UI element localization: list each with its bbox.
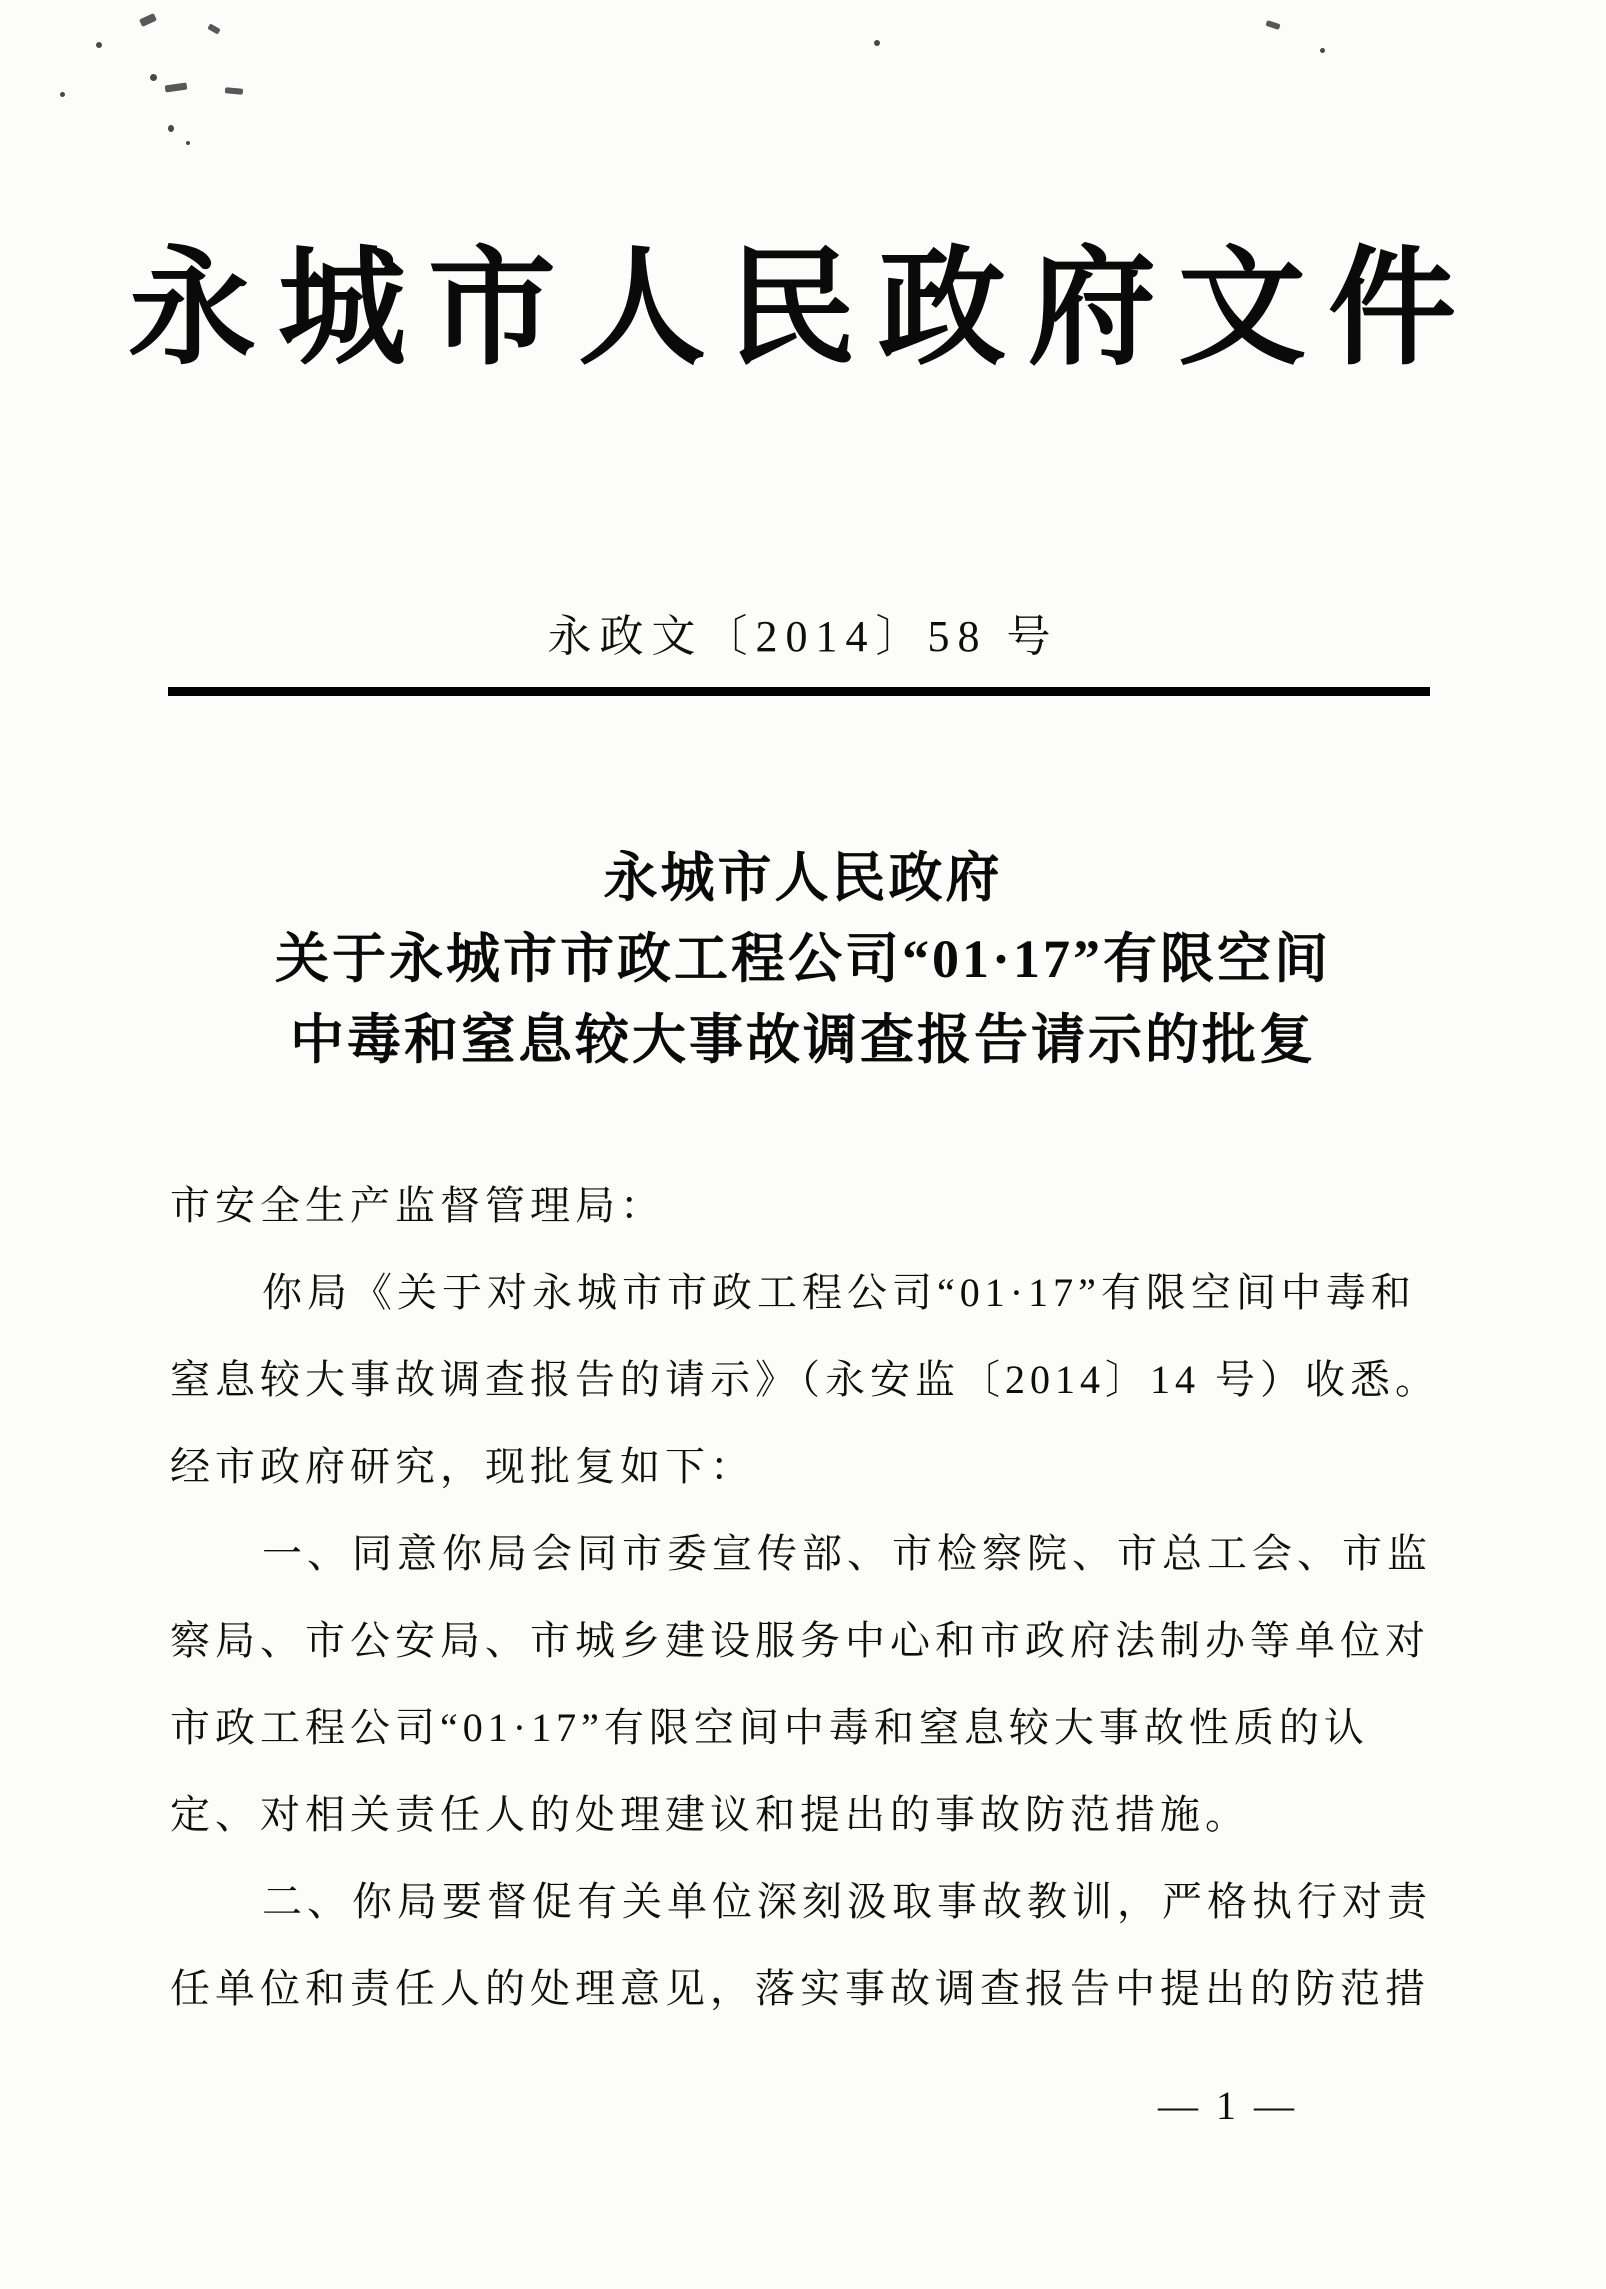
scan-noise-speck	[60, 92, 65, 97]
body-line: 市政工程公司“01·17”有限空间中毒和窒息较大事故性质的认	[170, 1705, 1369, 1750]
document-masthead-title: 永城市人民政府文件	[127, 238, 1478, 380]
document-title-line: 关于永城市市政工程公司“01·17”有限空间	[274, 929, 1331, 989]
body-line: 窒息较大事故调查报告的请示》（永安监〔2014〕14 号）收悉。	[170, 1357, 1440, 1402]
scan-noise-smudge	[139, 13, 157, 27]
salutation-line: 市安全生产监督管理局：	[170, 1183, 665, 1228]
scan-noise-speck	[150, 74, 157, 81]
document-body	[170, 1162, 1440, 2032]
document-title-line: 永城市人民政府	[603, 848, 1003, 908]
scan-noise-speck	[874, 40, 880, 46]
scan-noise-speck	[1320, 48, 1325, 53]
scan-noise-smudge	[1265, 20, 1280, 30]
page-number: — 1 —	[1158, 2083, 1298, 2128]
body-line: 你局《关于对永城市市政工程公司“01·17”有限空间中毒和	[262, 1270, 1416, 1315]
body-line: 察局、市公安局、市城乡建设服务中心和市政府法制办等单位对	[170, 1618, 1430, 1663]
document-title-line: 中毒和窒息较大事故调查报告请示的批复	[290, 1010, 1316, 1070]
body-line: 一、同意你局会同市委宣传部、市检察院、市总工会、市监	[262, 1531, 1432, 1576]
scan-noise-speck	[186, 141, 190, 145]
body-line: 任单位和责任人的处理意见，落实事故调查报告中提出的防范措	[170, 1966, 1430, 2011]
body-line: 定、对相关责任人的处理建议和提出的事故防范措施。	[170, 1792, 1250, 1837]
document-title-block	[0, 838, 1606, 1081]
scan-noise-smudge	[225, 87, 243, 95]
body-line: 二、你局要督促有关单位深刻汲取事故教训，严格执行对责	[262, 1879, 1432, 1924]
masthead-divider-rule	[168, 687, 1430, 696]
body-line: 经市政府研究，现批复如下：	[170, 1444, 755, 1489]
document-number: 永政文〔2014〕58 号	[547, 612, 1059, 661]
scan-noise-speck	[96, 42, 102, 48]
scan-noise-smudge	[165, 83, 188, 93]
scan-noise-speck	[168, 125, 174, 132]
scan-noise-smudge	[207, 23, 220, 34]
